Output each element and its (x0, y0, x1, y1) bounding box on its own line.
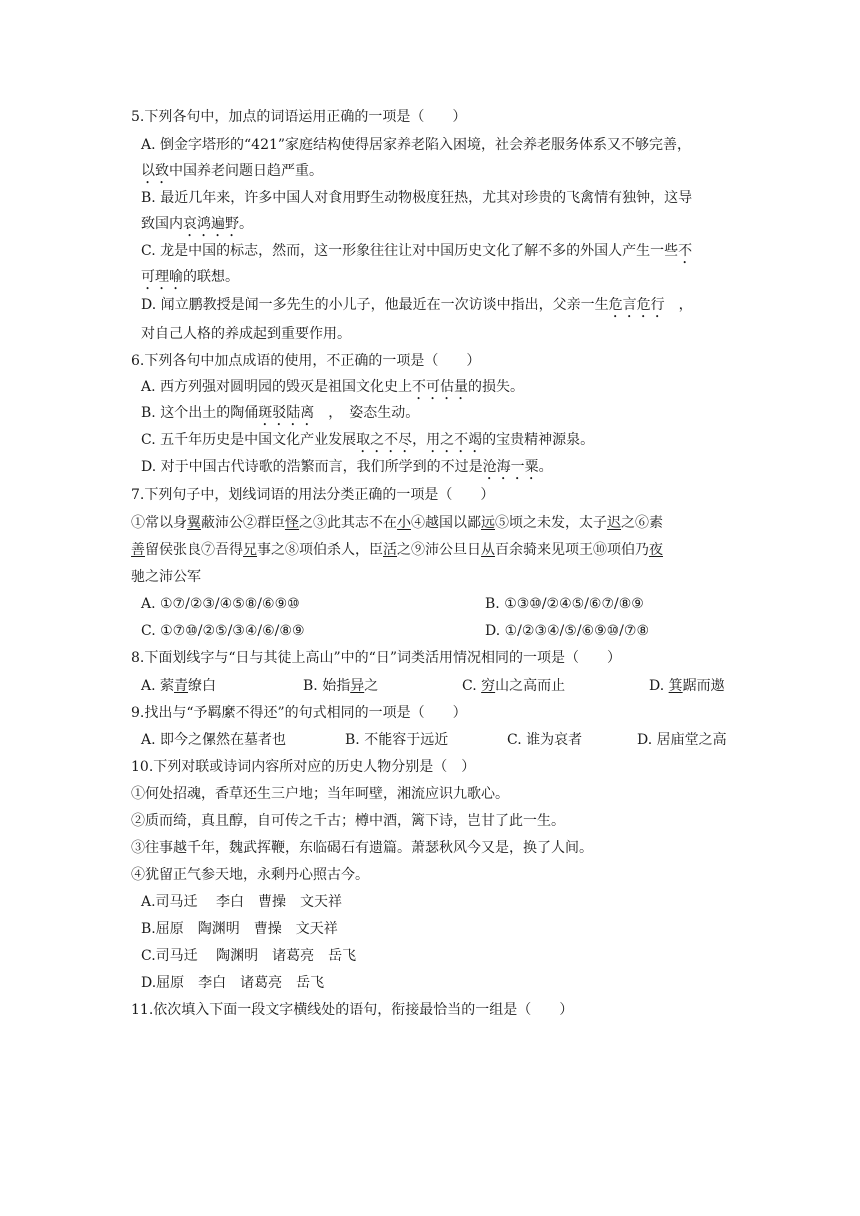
q7-passage-line1 (131, 514, 663, 532)
q5-option-b-line1: B. 最近几年来，许多中国人对食用野生动物极度狂热，尤其对珍贵的飞禽情有独钟，这导 (141, 190, 693, 206)
q5-stem: 5.下列各句中，加点的词语运用正确的一项是（ ） (131, 109, 467, 125)
q8-stem: 8.下面划线字与“日与其徒上高山”中的“日”词类活用情况相同的一项是（ ） (131, 650, 621, 666)
option-text: B. 这个出土的陶俑 (141, 405, 259, 421)
q10-option-b: B.屈原 陶渊明 曹操 文天祥 (141, 921, 338, 937)
option-text: 的损失。 (468, 379, 525, 395)
q9-option-d: D. 居庙堂之高 (637, 732, 727, 748)
option-text: 缭白 (188, 678, 217, 694)
option-text: 的联想。 (183, 269, 239, 285)
q7-stem: 7.下列句子中，划线词语的用法分类正确的一项是（ ） (131, 487, 495, 503)
underlined-word: 夜 (649, 542, 663, 558)
q7-passage-line3: 驰之沛公军 (131, 569, 201, 585)
underlined-word: 怪 (285, 515, 299, 531)
q5-option-b-line2 (141, 215, 253, 240)
q8-option-c (462, 677, 565, 695)
q5-option-c-line2 (141, 268, 239, 293)
passage-text: 蔽沛公②群臣 (201, 515, 285, 531)
underlined-word: 迟 (607, 515, 621, 531)
passage-text: 留侯张良⑦吾得 (145, 542, 243, 558)
q10-stem: 10.下列对联或诗词内容所对应的历史人物分别是（ ） (131, 759, 476, 775)
underlined-word: 小 (397, 515, 411, 531)
q11-stem: 11.依次填入下面一段文字横线处的语句，衔接最恰当的一组是（ ） (131, 1002, 574, 1018)
underlined-word: 穷 (481, 678, 496, 694)
option-text: A. 萦 (141, 678, 175, 694)
option-text: 的宝贵精神源泉。 (482, 432, 595, 448)
passage-text: 之⑨沛公旦日 (397, 542, 481, 558)
q9-option-c: C. 谁为哀者 (507, 732, 583, 748)
dotted-idiom: 沧海一粟 (482, 459, 539, 475)
q9-option-a: A. 即今之傫然在墓者也 (141, 732, 287, 748)
dotted-term: 不 (678, 243, 693, 259)
q6-option-a (141, 378, 524, 403)
option-text: D. (649, 678, 669, 694)
option-text: ， 姿态生动。 (314, 405, 420, 421)
q9-stem: 9.找出与“予羁縻不得还”的句式相同的一项是（ ） (131, 705, 467, 721)
underlined-word: 从 (481, 542, 495, 558)
underlined-word: 翼 (187, 515, 201, 531)
q8-option-a (141, 677, 216, 695)
q10-option-d: D.屈原 李白 诸葛亮 岳飞 (141, 975, 325, 991)
q9-option-b: B. 不能容于远近 (345, 732, 449, 748)
q6-option-b (141, 404, 419, 429)
passage-text: 事之⑧项伯杀人，臣 (257, 542, 383, 558)
q7-option-a: A. ①⑦/②③/④⑤⑧/⑥⑨⑩ (141, 596, 300, 612)
underlined-word: 箕 (668, 678, 683, 694)
q7-option-d: D. ①/②③④/⑤/⑥⑨⑩/⑦⑧ (485, 623, 650, 639)
dotted-idiom: 取之不尽 (356, 432, 413, 448)
passage-text: ①常以身 (131, 515, 187, 531)
q8-option-d (649, 677, 725, 695)
passage-text: 百余骑来见项王⑩项伯乃 (495, 542, 649, 558)
q7-passage-line2 (131, 541, 663, 559)
option-text: ， (412, 432, 427, 448)
option-text: 之 (364, 678, 379, 694)
q10-item-2: ②质而绮，真且醇，自可传之千古；樽中酒，篱下诗，岂甘了此一生。 (131, 813, 565, 829)
option-text: 踞而遨 (682, 678, 725, 694)
option-text: 中国养老问题日趋严重。 (169, 163, 323, 179)
option-text: D. 对于中国古代诗歌的浩繁而言，我们所学到的不过是 (141, 459, 483, 475)
passage-text: 之⑥素 (621, 515, 663, 531)
q6-option-c (141, 431, 594, 456)
passage-text: ⑤顷之未发，太子 (495, 515, 607, 531)
dotted-term: 可理喻 (141, 269, 183, 285)
q5-option-a-line2 (141, 162, 323, 187)
dotted-term: 哀鸿遍野 (183, 216, 239, 232)
q10-option-c: C.司马迁 陶渊明 诸葛亮 岳飞 (141, 948, 357, 964)
option-text: ， (664, 297, 693, 313)
option-text: B. 始指 (303, 678, 351, 694)
q5-option-c-line1 (141, 242, 692, 267)
option-text: D. 闻立鹏教授是闻一多先生的小儿子，他最近在一次访谈中指出，父亲一生 (141, 297, 609, 313)
q7-option-c: C. ①⑦⑩/②⑤/③④/⑥/⑧⑨ (141, 623, 305, 639)
underlined-word: 异 (350, 678, 365, 694)
q5-option-d-line1 (141, 296, 693, 321)
option-text: C. 五千年历史是中国文化产业发展 (141, 432, 357, 448)
option-text: C. (462, 678, 482, 694)
option-text: 山之高而止 (495, 678, 566, 694)
underlined-word: 善 (131, 542, 145, 558)
dotted-idiom: 不可估量 (412, 379, 469, 395)
q5-option-d-line2: 对自己人格的养成起到重要作用。 (141, 326, 351, 342)
passage-text: 之③此其志不在 (299, 515, 397, 531)
dotted-term: 以致 (141, 163, 169, 179)
dotted-idiom: 斑驳陆离 (258, 405, 315, 421)
underlined-word: 活 (383, 542, 397, 558)
q6-option-d (141, 458, 553, 483)
q10-item-4: ④犹留正气参天地，永剩丹心照古今。 (131, 867, 369, 883)
passage-text: ④越国以鄙 (411, 515, 481, 531)
option-text: A. 西方列强对圆明园的毁灭是祖国文化史上 (141, 379, 413, 395)
dotted-idiom: 用之不竭 (426, 432, 483, 448)
q8-option-b (303, 677, 378, 695)
underlined-word: 远 (481, 515, 495, 531)
q10-option-a: A.司马迁 李白 曹操 文天祥 (141, 894, 343, 910)
q6-stem: 6.下列各句中加点成语的使用，不正确的一项是（ ） (131, 353, 481, 369)
underlined-word: 青 (174, 678, 189, 694)
q10-item-1: ①何处招魂，香草还生三户地；当年呵壁，湘流应识九歌心。 (131, 786, 509, 802)
option-text: C. 龙是中国的标志，然而，这一形象往往让对中国历史文化了解不多的外国人产生一些 (141, 243, 679, 259)
option-text: 。 (538, 459, 553, 475)
q5-option-a-line1: A. 倒金字塔形的“421”家庭结构使得居家养老陷入困境，社会养老服务体系又不够完善， (141, 137, 692, 153)
q7-option-b: B. ①③⑩/②④⑤/⑥⑦/⑧⑨ (485, 596, 644, 612)
dotted-term: 危言危行 (608, 297, 665, 313)
q10-item-3: ③往事越千年，魏武挥鞭，东临碣石有遗篇。萧瑟秋风今又是，换了人间。 (131, 840, 593, 856)
option-text: 。 (239, 216, 253, 232)
option-text: 致国内 (141, 216, 183, 232)
underlined-word: 兄 (243, 542, 257, 558)
